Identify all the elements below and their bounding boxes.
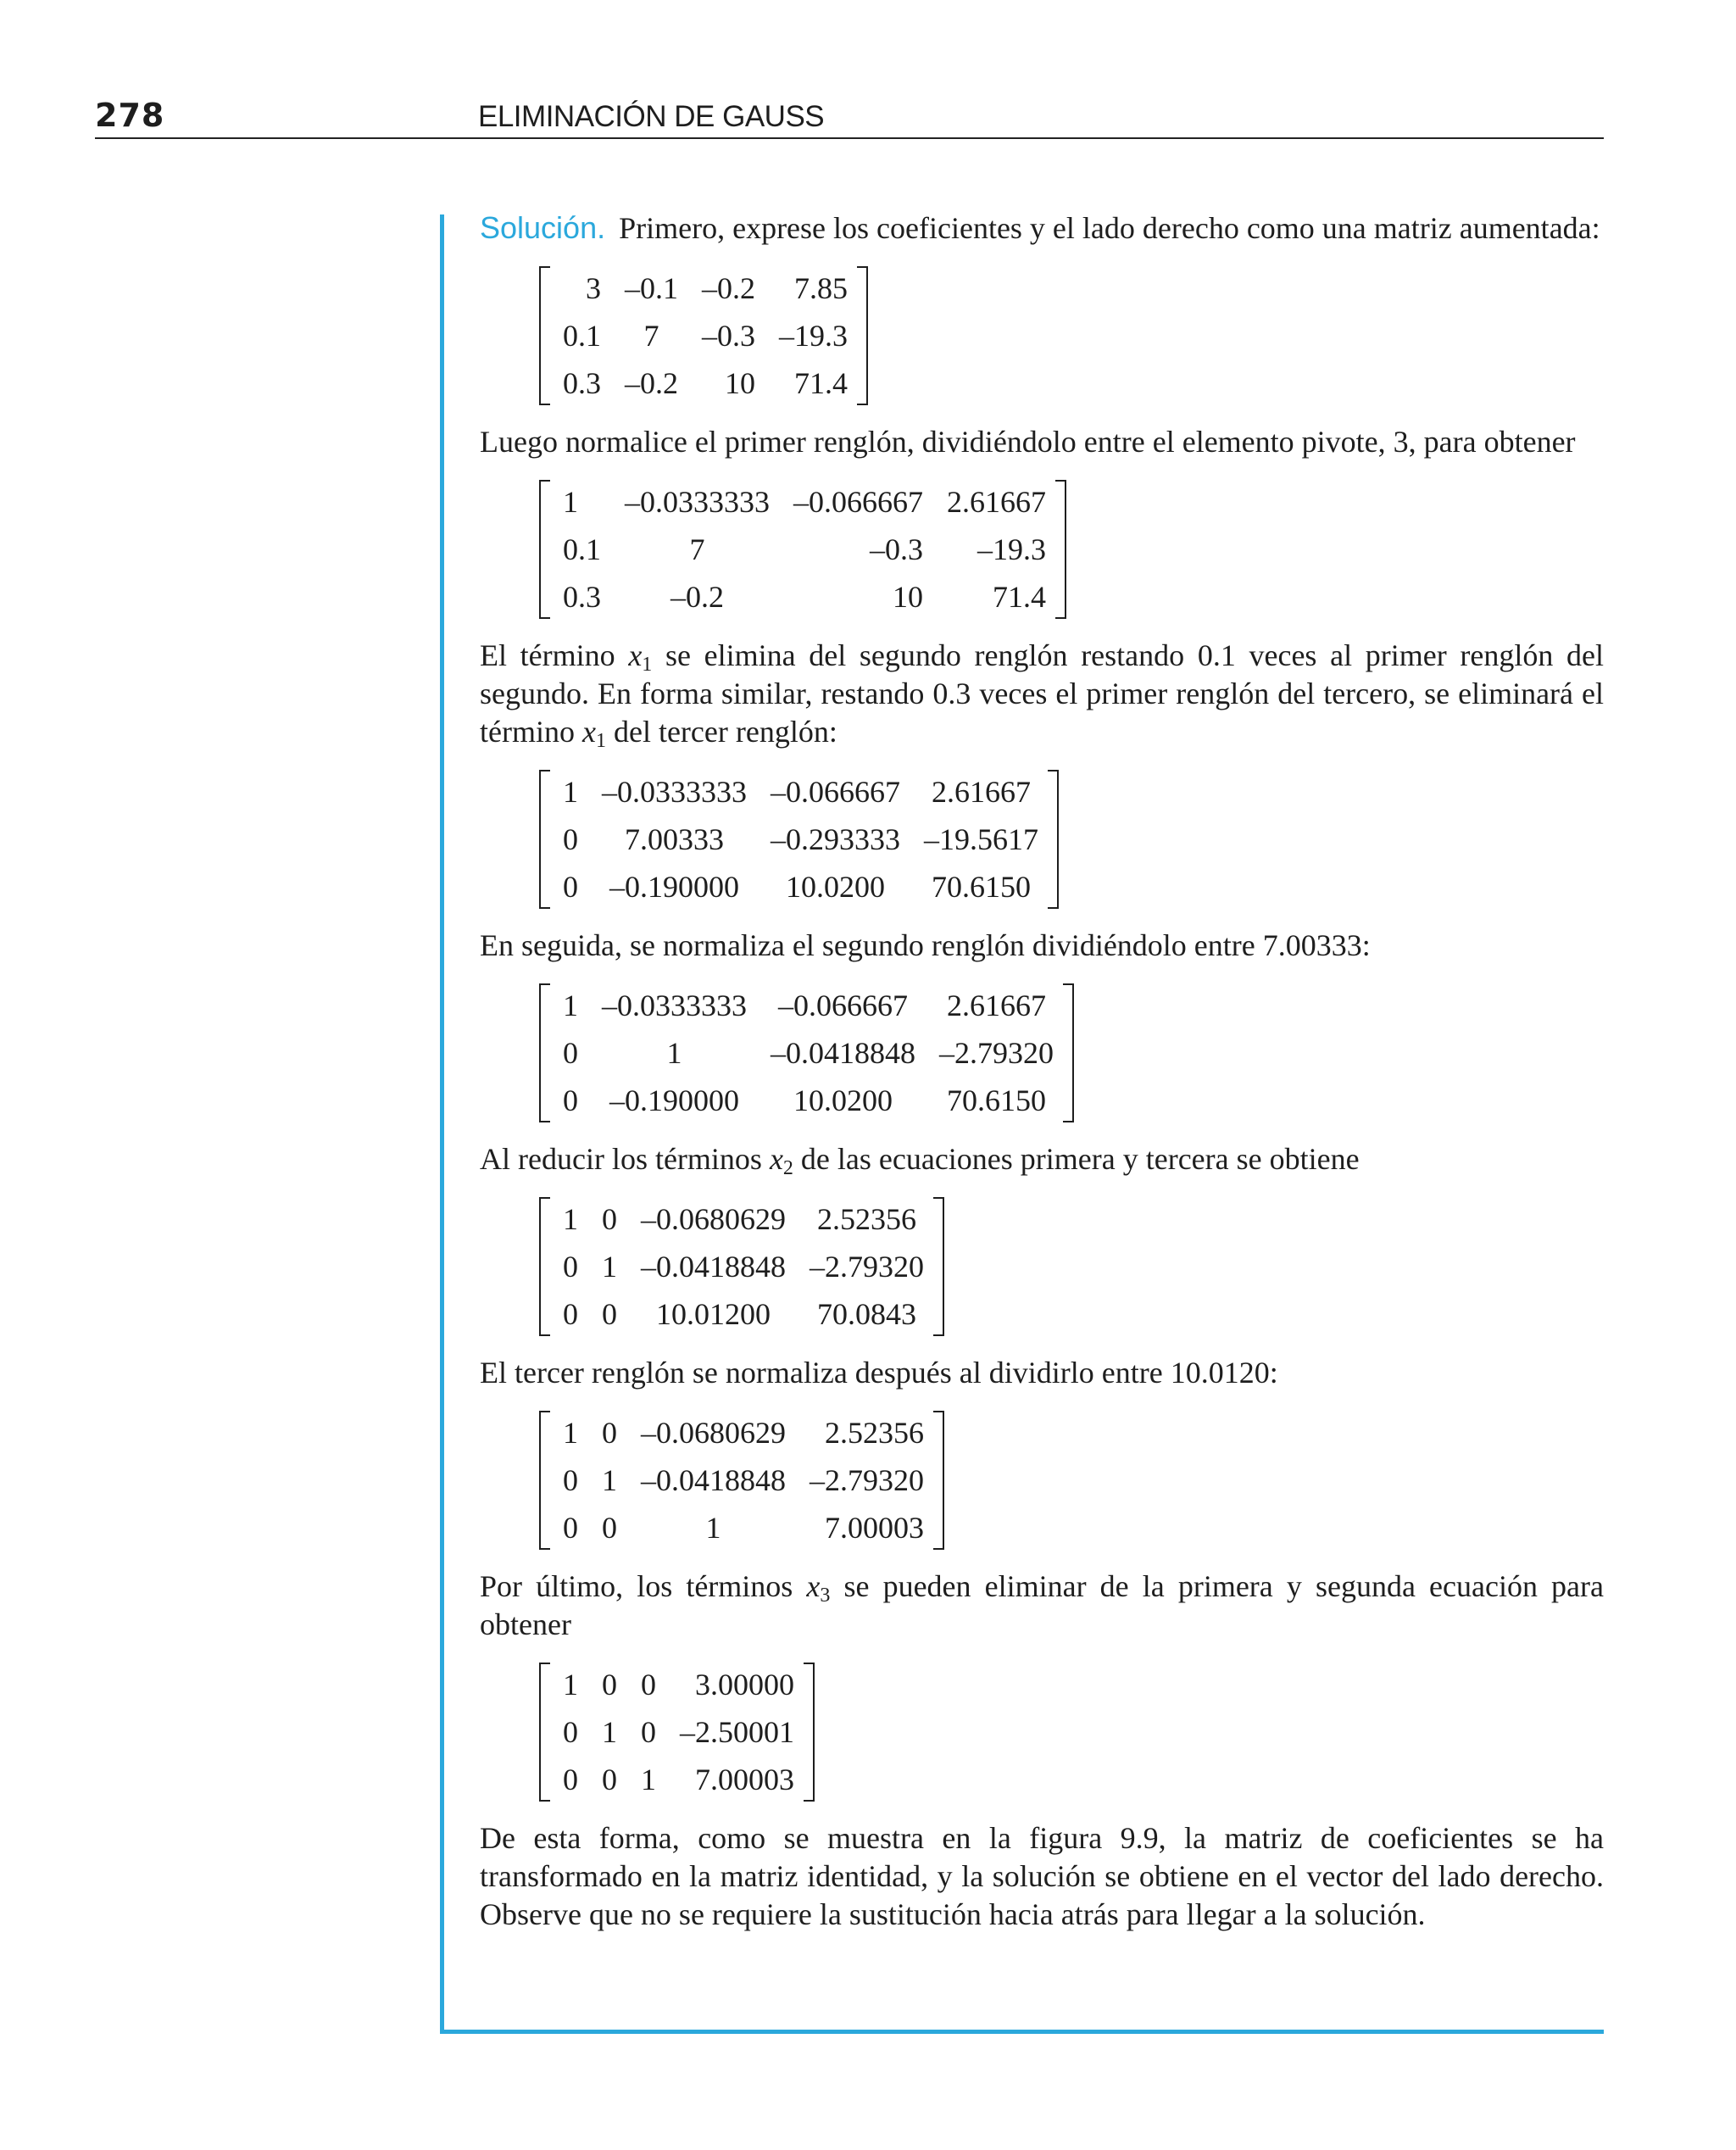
matrix-cell: 2.61667 xyxy=(947,989,1046,1022)
matrix-augmented xyxy=(539,265,1604,411)
matrix-table xyxy=(551,768,1050,911)
matrix-bracket xyxy=(539,1661,815,1803)
matrix-cell: 0 xyxy=(602,1297,617,1331)
matrix-cell: 1 xyxy=(563,1668,578,1702)
matrix-cell: –0.3 xyxy=(870,532,923,566)
matrix-cell: –0.1 xyxy=(625,271,678,305)
paragraph-normalize-row1: Luego normalice el primer renglón, dividiéndolo entre el elemento pivote, 3, para obtener xyxy=(480,425,1576,459)
matrix-cell: 0.3 xyxy=(563,580,601,614)
matrix-cell: 10 xyxy=(725,366,755,400)
matrix-bracket xyxy=(539,265,868,407)
matrix-table xyxy=(551,1195,936,1338)
paragraph-normalize-row3: El tercer renglón se normaliza después al dividirlo entre 10.0120: xyxy=(480,1356,1278,1390)
matrix-table xyxy=(551,478,1058,621)
matrix-cell: 7.00003 xyxy=(825,1511,924,1545)
matrix-cell: –0.0418848 xyxy=(641,1250,786,1284)
matrix-row xyxy=(551,816,1050,863)
matrix-cell: 71.4 xyxy=(794,366,848,400)
matrix-cell: –0.2 xyxy=(702,271,755,305)
variable-symbol: x xyxy=(628,638,643,672)
matrix-row1-normalized xyxy=(539,478,1604,625)
matrix-cell: 70.0843 xyxy=(817,1297,916,1331)
matrix-cell: 10.0200 xyxy=(793,1083,893,1117)
matrix-bracket xyxy=(539,982,1074,1124)
matrix-row xyxy=(551,573,1058,621)
matrix-cell: 10.0200 xyxy=(786,870,885,904)
paragraph-eliminate-x1 xyxy=(480,637,1604,751)
matrix-cell: –19.3 xyxy=(977,532,1046,566)
matrix-row2-normalized xyxy=(539,982,1604,1128)
matrix-row xyxy=(551,1409,936,1457)
matrix-row xyxy=(551,1029,1066,1077)
matrix-cell: 0.1 xyxy=(563,532,601,566)
matrix-cell: 0 xyxy=(602,1763,617,1796)
variable-symbol: x xyxy=(581,715,596,749)
matrix-cell: 2.52356 xyxy=(825,1416,924,1450)
matrix-cell: –0.293333 xyxy=(771,822,900,856)
matrix-cell: 1 xyxy=(563,1202,578,1236)
matrix-x1-eliminated xyxy=(539,768,1604,915)
matrix-row xyxy=(551,1195,936,1243)
matrix-cell: –0.2 xyxy=(670,580,724,614)
page-number: 278 xyxy=(95,97,165,134)
variable-symbol: x xyxy=(769,1142,783,1176)
matrix-cell: –2.79320 xyxy=(939,1036,1054,1070)
variable-x3 xyxy=(806,1569,831,1607)
matrix-cell: 0.1 xyxy=(563,319,601,353)
variable-subscript: 1 xyxy=(595,730,606,752)
page-header xyxy=(95,93,1604,139)
matrix-cell: –0.2 xyxy=(625,366,678,400)
matrix-cell: –19.3 xyxy=(779,319,848,353)
matrix-cell: 7.00333 xyxy=(625,822,724,856)
matrix-cell: –0.190000 xyxy=(609,870,739,904)
matrix-cell: –2.79320 xyxy=(810,1463,924,1497)
text-fragment: Por último, los términos xyxy=(480,1569,807,1603)
matrix-cell: 71.4 xyxy=(993,580,1046,614)
running-head: ELIMINACIÓN DE GAUSS xyxy=(478,100,825,133)
matrix-cell: 0 xyxy=(563,1463,578,1497)
matrix-cell: 1 xyxy=(602,1715,617,1749)
matrix-row xyxy=(551,863,1050,911)
matrix-cell: 0 xyxy=(563,1715,578,1749)
matrix-cell: –0.0333333 xyxy=(602,775,747,809)
paragraph-normalize-row2: En seguida, se normaliza el segundo renglón dividiéndolo entre 7.00333: xyxy=(480,928,1371,962)
matrix-cell: 7 xyxy=(689,532,705,566)
variable-symbol: x xyxy=(806,1569,821,1603)
variable-x1 xyxy=(628,638,653,676)
matrix-bracket xyxy=(539,1195,944,1338)
paragraph-conclusion: De esta forma, como se muestra en la figura 9.9, la matriz de coeficientes se ha transformado en la matriz identidad, y la solución se obtiene en el vector del lado derecho. Observe que no se requiere la sustitución hacia atrás para llegar a la solución. xyxy=(480,1821,1604,1931)
matrix-table xyxy=(551,1661,806,1803)
matrix-row xyxy=(551,526,1058,573)
matrix-cell: 10.01200 xyxy=(656,1297,771,1331)
matrix-cell: 1 xyxy=(602,1250,617,1284)
matrix-cell: –0.066667 xyxy=(771,775,900,809)
matrix-cell: 0.3 xyxy=(563,366,601,400)
example-bottom-rule xyxy=(440,2030,1604,2034)
text-fragment: del tercer renglón: xyxy=(605,715,837,749)
text-fragment: se elimina del segundo renglón restando 0.1 veces al primer renglón del segundo. En forma similar, restando 0.3 veces el primer renglón del tercero, se eliminará el término xyxy=(480,638,1605,749)
matrix-cell: 0 xyxy=(602,1668,617,1702)
matrix-cell: –0.066667 xyxy=(793,485,923,519)
matrix-cell: –0.0418848 xyxy=(641,1463,786,1497)
matrix-cell: 0 xyxy=(641,1668,656,1702)
solution-label: Solución. xyxy=(480,210,606,245)
matrix-cell: 0 xyxy=(563,822,578,856)
matrix-row xyxy=(551,359,860,407)
example-solution xyxy=(480,209,1604,1934)
matrix-cell: 1 xyxy=(666,1036,682,1070)
matrix-identity-result xyxy=(539,1661,1604,1807)
matrix-table xyxy=(551,982,1066,1124)
matrix-row xyxy=(551,982,1066,1029)
matrix-cell: 0 xyxy=(563,1083,578,1117)
matrix-cell: –2.79320 xyxy=(810,1250,924,1284)
matrix-row xyxy=(551,768,1050,816)
matrix-cell: 10 xyxy=(893,580,923,614)
matrix-cell: –0.0418848 xyxy=(771,1036,915,1070)
matrix-cell: 70.6150 xyxy=(932,870,1031,904)
matrix-cell: –0.0680629 xyxy=(641,1416,786,1450)
matrix-cell: 2.52356 xyxy=(817,1202,916,1236)
matrix-cell: –0.190000 xyxy=(609,1083,739,1117)
matrix-bracket xyxy=(539,478,1066,621)
matrix-cell: –0.0333333 xyxy=(625,485,770,519)
paragraph-intro-text: Primero, exprese los coeficientes y el lado derecho como una matriz aumentada: xyxy=(619,211,1600,245)
matrix-cell: –0.0680629 xyxy=(641,1202,786,1236)
matrix-row xyxy=(551,478,1058,526)
matrix-cell: 70.6150 xyxy=(947,1083,1046,1117)
matrix-bracket xyxy=(539,768,1059,911)
text-fragment: Al reducir los términos xyxy=(480,1142,770,1176)
matrix-cell: 1 xyxy=(563,485,578,519)
matrix-cell: 0 xyxy=(563,1297,578,1331)
paragraph-eliminate-x3 xyxy=(480,1568,1604,1644)
matrix-cell: –0.3 xyxy=(702,319,755,353)
matrix-cell: –2.50001 xyxy=(680,1715,794,1749)
variable-subscript: 2 xyxy=(782,1157,793,1179)
matrix-cell: 1 xyxy=(563,775,578,809)
matrix-table xyxy=(551,265,860,407)
variable-x1 xyxy=(581,715,606,752)
text-fragment: de las ecuaciones primera y tercera se obtiene xyxy=(793,1142,1360,1176)
matrix-cell: 0 xyxy=(563,1036,578,1070)
matrix-row xyxy=(551,265,860,312)
matrix-cell: 0 xyxy=(563,870,578,904)
matrix-cell: 1 xyxy=(705,1511,721,1545)
matrix-cell: 2.61667 xyxy=(932,775,1031,809)
matrix-cell: 0 xyxy=(602,1511,617,1545)
matrix-x2-eliminated xyxy=(539,1195,1604,1342)
matrix-cell: 7.00003 xyxy=(695,1763,794,1796)
matrix-row xyxy=(551,1243,936,1290)
matrix-table xyxy=(551,1409,936,1551)
matrix-cell: 3 xyxy=(586,271,601,305)
variable-x2 xyxy=(769,1142,793,1179)
matrix-cell: 0 xyxy=(602,1202,617,1236)
matrix-row xyxy=(551,1457,936,1504)
matrix-cell: 0 xyxy=(563,1511,578,1545)
matrix-cell: 3.00000 xyxy=(695,1668,794,1702)
matrix-row xyxy=(551,1756,806,1803)
matrix-cell: 1 xyxy=(602,1463,617,1497)
matrix-cell: –0.066667 xyxy=(778,989,908,1022)
matrix-cell: –19.5617 xyxy=(924,822,1038,856)
text-fragment: se pueden eliminar de la primera y segunda ecuación para obtener xyxy=(480,1569,1604,1641)
example-left-rule xyxy=(440,214,444,2034)
matrix-cell: 1 xyxy=(641,1763,656,1796)
matrix-cell: 2.61667 xyxy=(947,485,1046,519)
matrix-row xyxy=(551,1661,806,1708)
matrix-bracket xyxy=(539,1409,944,1551)
matrix-cell: –0.0333333 xyxy=(602,989,747,1022)
paragraph-intro xyxy=(480,209,1604,248)
variable-subscript: 3 xyxy=(820,1585,831,1607)
matrix-row3-normalized xyxy=(539,1409,1604,1556)
matrix-row xyxy=(551,1290,936,1338)
matrix-row xyxy=(551,1077,1066,1124)
matrix-row xyxy=(551,1504,936,1551)
matrix-row xyxy=(551,312,860,359)
matrix-cell: 0 xyxy=(563,1763,578,1796)
matrix-cell: 1 xyxy=(563,989,578,1022)
matrix-row xyxy=(551,1708,806,1756)
paragraph-eliminate-x2 xyxy=(480,1140,1604,1178)
matrix-cell: 0 xyxy=(602,1416,617,1450)
matrix-cell: 7 xyxy=(643,319,659,353)
matrix-cell: 0 xyxy=(563,1250,578,1284)
variable-subscript: 1 xyxy=(642,654,653,676)
matrix-cell: 7.85 xyxy=(794,271,848,305)
text-fragment: El término xyxy=(480,638,629,672)
matrix-cell: 1 xyxy=(563,1416,578,1450)
matrix-cell: 0 xyxy=(641,1715,656,1749)
